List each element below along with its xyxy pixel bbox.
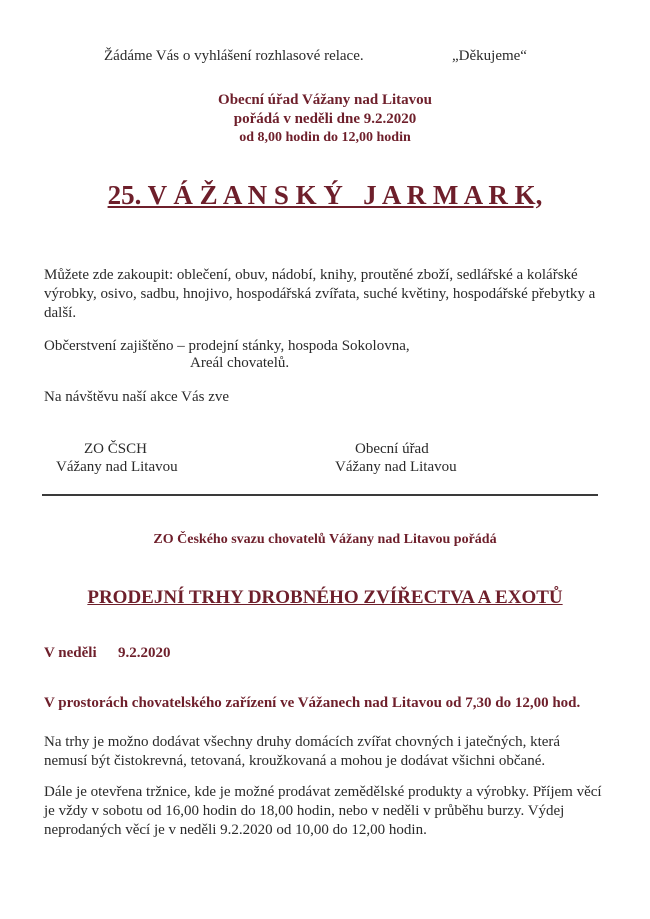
section-divider [42,494,598,496]
event2-day-label: V neděli [44,645,97,661]
refreshments-line1: Občerstvení zajištěno – prodejní stánky, hospoda Sokolovna, [44,338,410,354]
signature-right-org: Obecní úřad [355,441,429,457]
event2-date: 9.2.2020 [118,645,171,661]
signature-right-place: Vážany nad Litavou [335,459,457,475]
offer-paragraph: Můžete zde zakoupit: oblečení, obuv, nádobí, knihy, proutěné zboží, sedlářské a kolářské výrobky, osivo, sadbu, hnojivo, hospodářská zvířata, suché květiny, hospodářské přebytky a další. [44,267,596,321]
jarmark-title: 25. V Á Ž A N S K Ý J A R M A R K, [107,180,543,210]
event2-organizer: ZO Českého svazu chovatelů Vážany nad Litavou pořádá [153,532,497,547]
animals-paragraph: Na trhy je možno dodávat všechny druhy domácích zvířat chovných i jatečných, která nemusí být čistokrevná, tetovaná, kroužkovaná a mohou je dodávat všichni občané. [44,734,561,769]
event2-location: V prostorách chovatelského zařízení ve Vážanech nad Litavou od 7,30 do 12,00 hod. [44,695,581,711]
event1-date: pořádá v neděli dne 9.2.2020 [233,111,417,127]
invite-text: Na návštěvu naší akce Vás zve [44,389,230,405]
signature-left-place: Vážany nad Litavou [56,459,178,475]
event1-time: od 8,00 hodin do 12,00 hodin [239,130,411,145]
signature-left-org: ZO ČSCH [84,441,147,457]
event1-organizer: Obecní úřad Vážany nad Litavou [218,92,432,108]
market-paragraph: Dále je otevřena tržnice, kde je možné prodávat zemědělské produkty a výrobky. Příjem věcí je vždy v sobotu od 16,00 hodin do 18,00 hodin, nebo v neděli v průběhu burzy. Výdej neprodaných věcí je v neděli 9.2.2020 od 10,00 do 12,00 hodin. [44,784,602,838]
refreshments-line2: Areál chovatelů. [190,355,290,371]
thanks-note: „Děkujeme“ [452,48,527,64]
market-title: PRODEJNÍ TRHY DROBNÉHO ZVÍŘECTVA A EXOTŮ [87,587,563,608]
broadcast-request: Žádáme Vás o vyhlášení rozhlasové relace. [104,48,364,64]
